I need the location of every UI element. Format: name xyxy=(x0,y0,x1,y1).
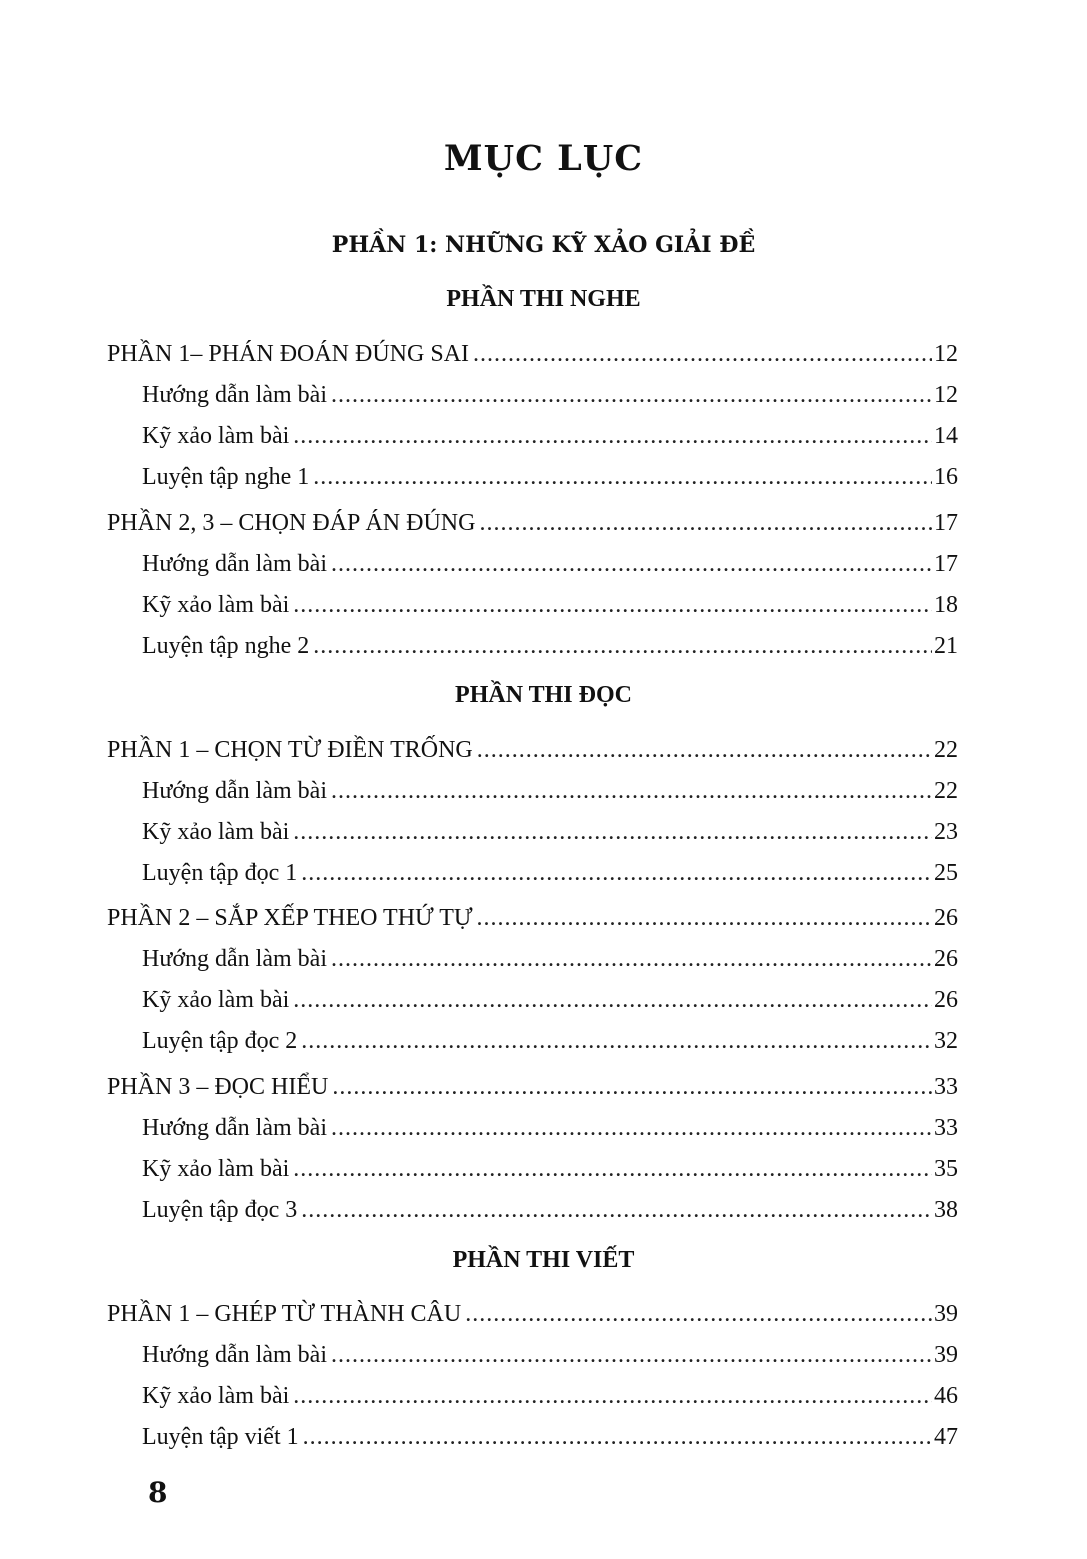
toc-entry-page: 26 xyxy=(934,946,958,972)
toc-entry-page: 17 xyxy=(934,510,958,536)
toc-entry-label: PHẦN 2, 3 – CHỌN ĐÁP ÁN ĐÚNG xyxy=(107,510,476,536)
toc-subentry[interactable] xyxy=(142,1111,958,1145)
toc-entry-label: PHẦN 1 – GHÉP TỪ THÀNH CÂU xyxy=(107,1301,462,1327)
toc-entry-label: PHẦN 3 – ĐỌC HIỂU xyxy=(107,1074,329,1100)
toc-entry[interactable] xyxy=(107,337,958,371)
toc-entry-page: 38 xyxy=(934,1197,958,1223)
toc-entry-label: Luyện tập đọc 1 xyxy=(142,860,298,886)
toc-entry[interactable] xyxy=(107,506,958,540)
toc-subentry[interactable] xyxy=(142,856,958,890)
toc-subentry[interactable] xyxy=(142,419,958,453)
toc-entry-page: 22 xyxy=(934,737,958,763)
toc-entry-page: 12 xyxy=(934,382,958,408)
toc-entry-page: 46 xyxy=(934,1383,958,1409)
leader-dots xyxy=(332,1070,932,1104)
leader-dots xyxy=(293,983,932,1017)
section-heading-listening: PHẦN THI NGHE xyxy=(446,286,641,312)
toc-entry-page: 47 xyxy=(934,1424,958,1450)
leader-dots xyxy=(313,629,932,663)
section-heading-reading: PHẦN THI ĐỌC xyxy=(455,682,632,708)
toc-entry-page: 26 xyxy=(934,905,958,931)
toc-entry-page: 32 xyxy=(934,1028,958,1054)
leader-dots xyxy=(477,733,932,767)
leader-dots xyxy=(331,547,932,581)
toc-subentry[interactable] xyxy=(142,983,958,1017)
page-title: MỤC LỤC xyxy=(443,138,644,179)
toc-subentry[interactable] xyxy=(142,1420,958,1454)
part-heading: PHẦN 1: NHỮNG KỸ XẢO GIẢI ĐỀ xyxy=(331,232,756,258)
leader-dots xyxy=(465,1297,932,1331)
toc-entry-page: 23 xyxy=(934,819,958,845)
toc-entry-label: Luyện tập viết 1 xyxy=(142,1424,299,1450)
leader-dots xyxy=(331,1111,932,1145)
toc-entry-label: PHẦN 1– PHÁN ĐOÁN ĐÚNG SAI xyxy=(107,341,470,367)
leader-dots xyxy=(293,1152,932,1186)
toc-entry-page: 14 xyxy=(934,423,958,449)
leader-dots xyxy=(293,815,932,849)
toc-entry[interactable] xyxy=(107,901,958,935)
toc-subentry[interactable] xyxy=(142,774,958,808)
toc-subentry[interactable] xyxy=(142,815,958,849)
leader-dots xyxy=(331,1338,932,1372)
leader-dots xyxy=(293,588,932,622)
leader-dots xyxy=(473,337,932,371)
toc-entry[interactable] xyxy=(107,733,958,767)
toc-subentry[interactable] xyxy=(142,547,958,581)
toc-subentry[interactable] xyxy=(142,378,958,412)
toc-entry-label: PHẦN 2 – SẮP XẾP THEO THỨ TỰ xyxy=(107,905,473,931)
toc-entry-label: Kỹ xảo làm bài xyxy=(142,592,290,618)
toc-subentry[interactable] xyxy=(142,1152,958,1186)
toc-entry-label: Hướng dẫn làm bài xyxy=(142,1342,327,1368)
toc-entry-page: 35 xyxy=(934,1156,958,1182)
toc-entry-label: Luyện tập đọc 2 xyxy=(142,1028,298,1054)
leader-dots xyxy=(477,901,932,935)
leader-dots xyxy=(293,419,932,453)
page-number: 8 xyxy=(148,1476,168,1509)
toc-entry-page: 26 xyxy=(934,987,958,1013)
toc-entry-label: Hướng dẫn làm bài xyxy=(142,382,327,408)
section-heading-writing: PHẦN THI VIẾT xyxy=(452,1247,635,1273)
toc-entry-label: Kỹ xảo làm bài xyxy=(142,423,290,449)
toc-subentry[interactable] xyxy=(142,942,958,976)
toc-entry-label: Luyện tập nghe 1 xyxy=(142,464,310,490)
toc-subentry[interactable] xyxy=(142,1338,958,1372)
leader-dots xyxy=(331,378,932,412)
toc-entry-label: Kỹ xảo làm bài xyxy=(142,1383,290,1409)
leader-dots xyxy=(313,460,932,494)
toc-entry-page: 33 xyxy=(934,1115,958,1141)
leader-dots xyxy=(331,942,932,976)
toc-entry-label: Kỹ xảo làm bài xyxy=(142,1156,290,1182)
toc-subentry[interactable] xyxy=(142,460,958,494)
toc-entry-label: Kỹ xảo làm bài xyxy=(142,987,290,1013)
toc-entry-page: 39 xyxy=(934,1301,958,1327)
toc-subentry[interactable] xyxy=(142,588,958,622)
toc-entry[interactable] xyxy=(107,1297,958,1331)
toc-entry-label: PHẦN 1 – CHỌN TỪ ĐIỀN TRỐNG xyxy=(107,737,473,763)
leader-dots xyxy=(293,1379,932,1413)
toc-entry-label: Hướng dẫn làm bài xyxy=(142,946,327,972)
toc-entry[interactable] xyxy=(107,1070,958,1104)
toc-entry-label: Hướng dẫn làm bài xyxy=(142,778,327,804)
toc-entry-label: Hướng dẫn làm bài xyxy=(142,551,327,577)
leader-dots xyxy=(479,506,932,540)
leader-dots xyxy=(301,856,932,890)
toc-entry-page: 12 xyxy=(934,341,958,367)
toc-entry-label: Kỹ xảo làm bài xyxy=(142,819,290,845)
leader-dots xyxy=(331,774,932,808)
toc-entry-label: Luyện tập đọc 3 xyxy=(142,1197,298,1223)
toc-entry-page: 18 xyxy=(934,592,958,618)
toc-entry-page: 25 xyxy=(934,860,958,886)
toc-entry-page: 22 xyxy=(934,778,958,804)
leader-dots xyxy=(301,1024,932,1058)
toc-subentry[interactable] xyxy=(142,629,958,663)
leader-dots xyxy=(301,1193,932,1227)
toc-entry-page: 21 xyxy=(934,633,958,659)
toc-entry-page: 33 xyxy=(934,1074,958,1100)
toc-entry-page: 16 xyxy=(934,464,958,490)
toc-entry-page: 39 xyxy=(934,1342,958,1368)
toc-subentry[interactable] xyxy=(142,1024,958,1058)
leader-dots xyxy=(303,1420,932,1454)
toc-entry-page: 17 xyxy=(934,551,958,577)
toc-entry-label: Luyện tập nghe 2 xyxy=(142,633,310,659)
toc-entry-label: Hướng dẫn làm bài xyxy=(142,1115,327,1141)
toc-subentry[interactable] xyxy=(142,1379,958,1413)
toc-subentry[interactable] xyxy=(142,1193,958,1227)
